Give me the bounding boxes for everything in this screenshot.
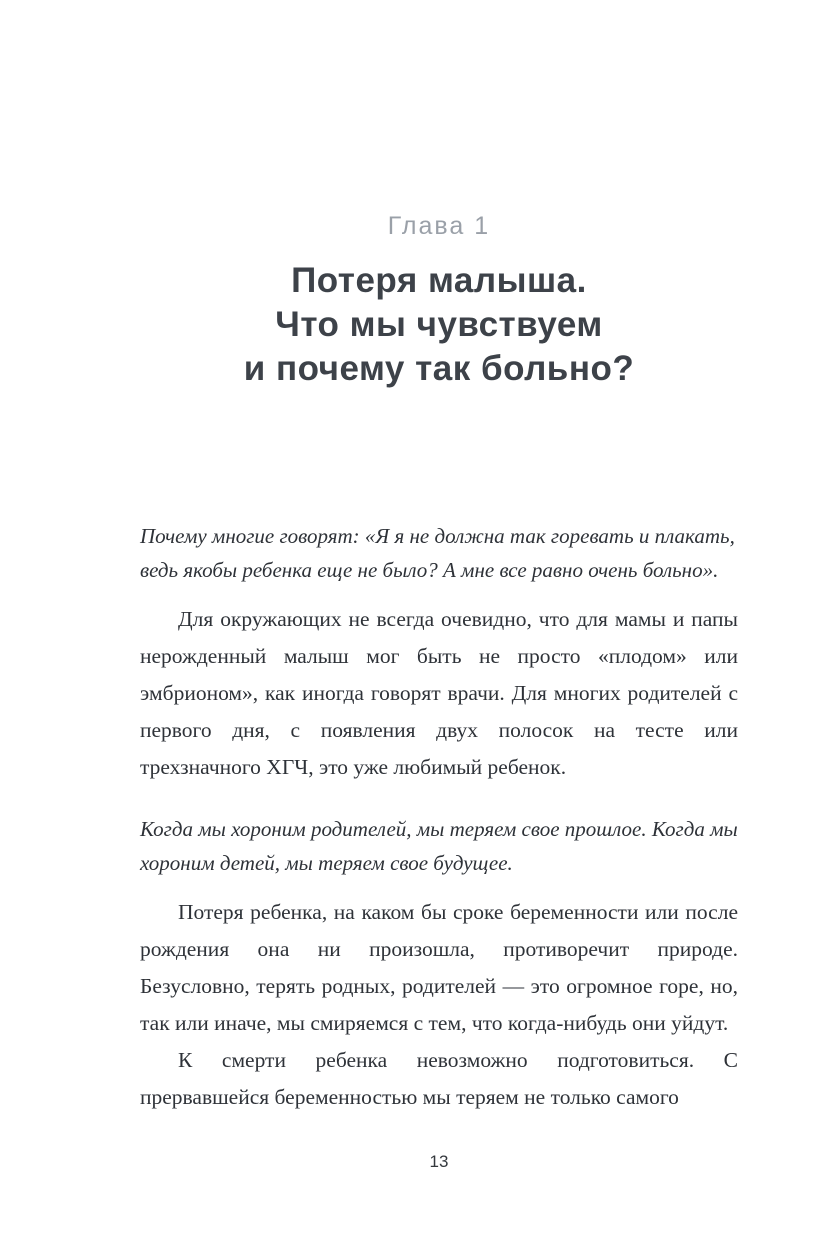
chapter-title-line: и почему так больно? xyxy=(243,349,635,388)
page-number: 13 xyxy=(429,1152,449,1171)
body-paragraph: К смерти ребенка невозможно подготовиться. С прервавшейся беременностью мы теряем не только самого xyxy=(140,1048,738,1109)
text-column xyxy=(140,0,738,1116)
chapter-title xyxy=(140,259,738,391)
chapter-title-line: Потеря малыша. xyxy=(291,261,587,300)
epigraph-paragraph: Когда мы хороним родителей, мы теряем свое прошлое. Когда мы хороним детей, мы теряем свое будущее. xyxy=(140,817,738,875)
body-paragraph: Потеря ребенка, на каком бы сроке беременности или после рождения она ни произошла, противоречит природе. Безусловно, терять родных, родителей — это огромное горе, но, так или иначе, мы смиряемся с тем, что когда-нибудь они уйдут. xyxy=(140,900,738,1035)
chapter-title-line: Что мы чувствуем xyxy=(275,305,603,344)
body-paragraph: Для окружающих не всегда очевидно, что для мамы и папы нерожденный малыш мог быть не просто «плодом» или эмбрионом», как иногда говорят врачи. Для многих родителей с первого дня, с появления двух полосок на тесте или трехзначного ХГЧ, это уже любимый ребенок. xyxy=(140,607,738,779)
epigraph-paragraph: Почему многие говорят: «Я я не должна так горевать и плакать, ведь якобы ребенка еще не было? А мне все равно очень больно». xyxy=(140,524,735,582)
chapter-label: Глава 1 xyxy=(387,212,491,240)
body-text xyxy=(140,519,738,1116)
